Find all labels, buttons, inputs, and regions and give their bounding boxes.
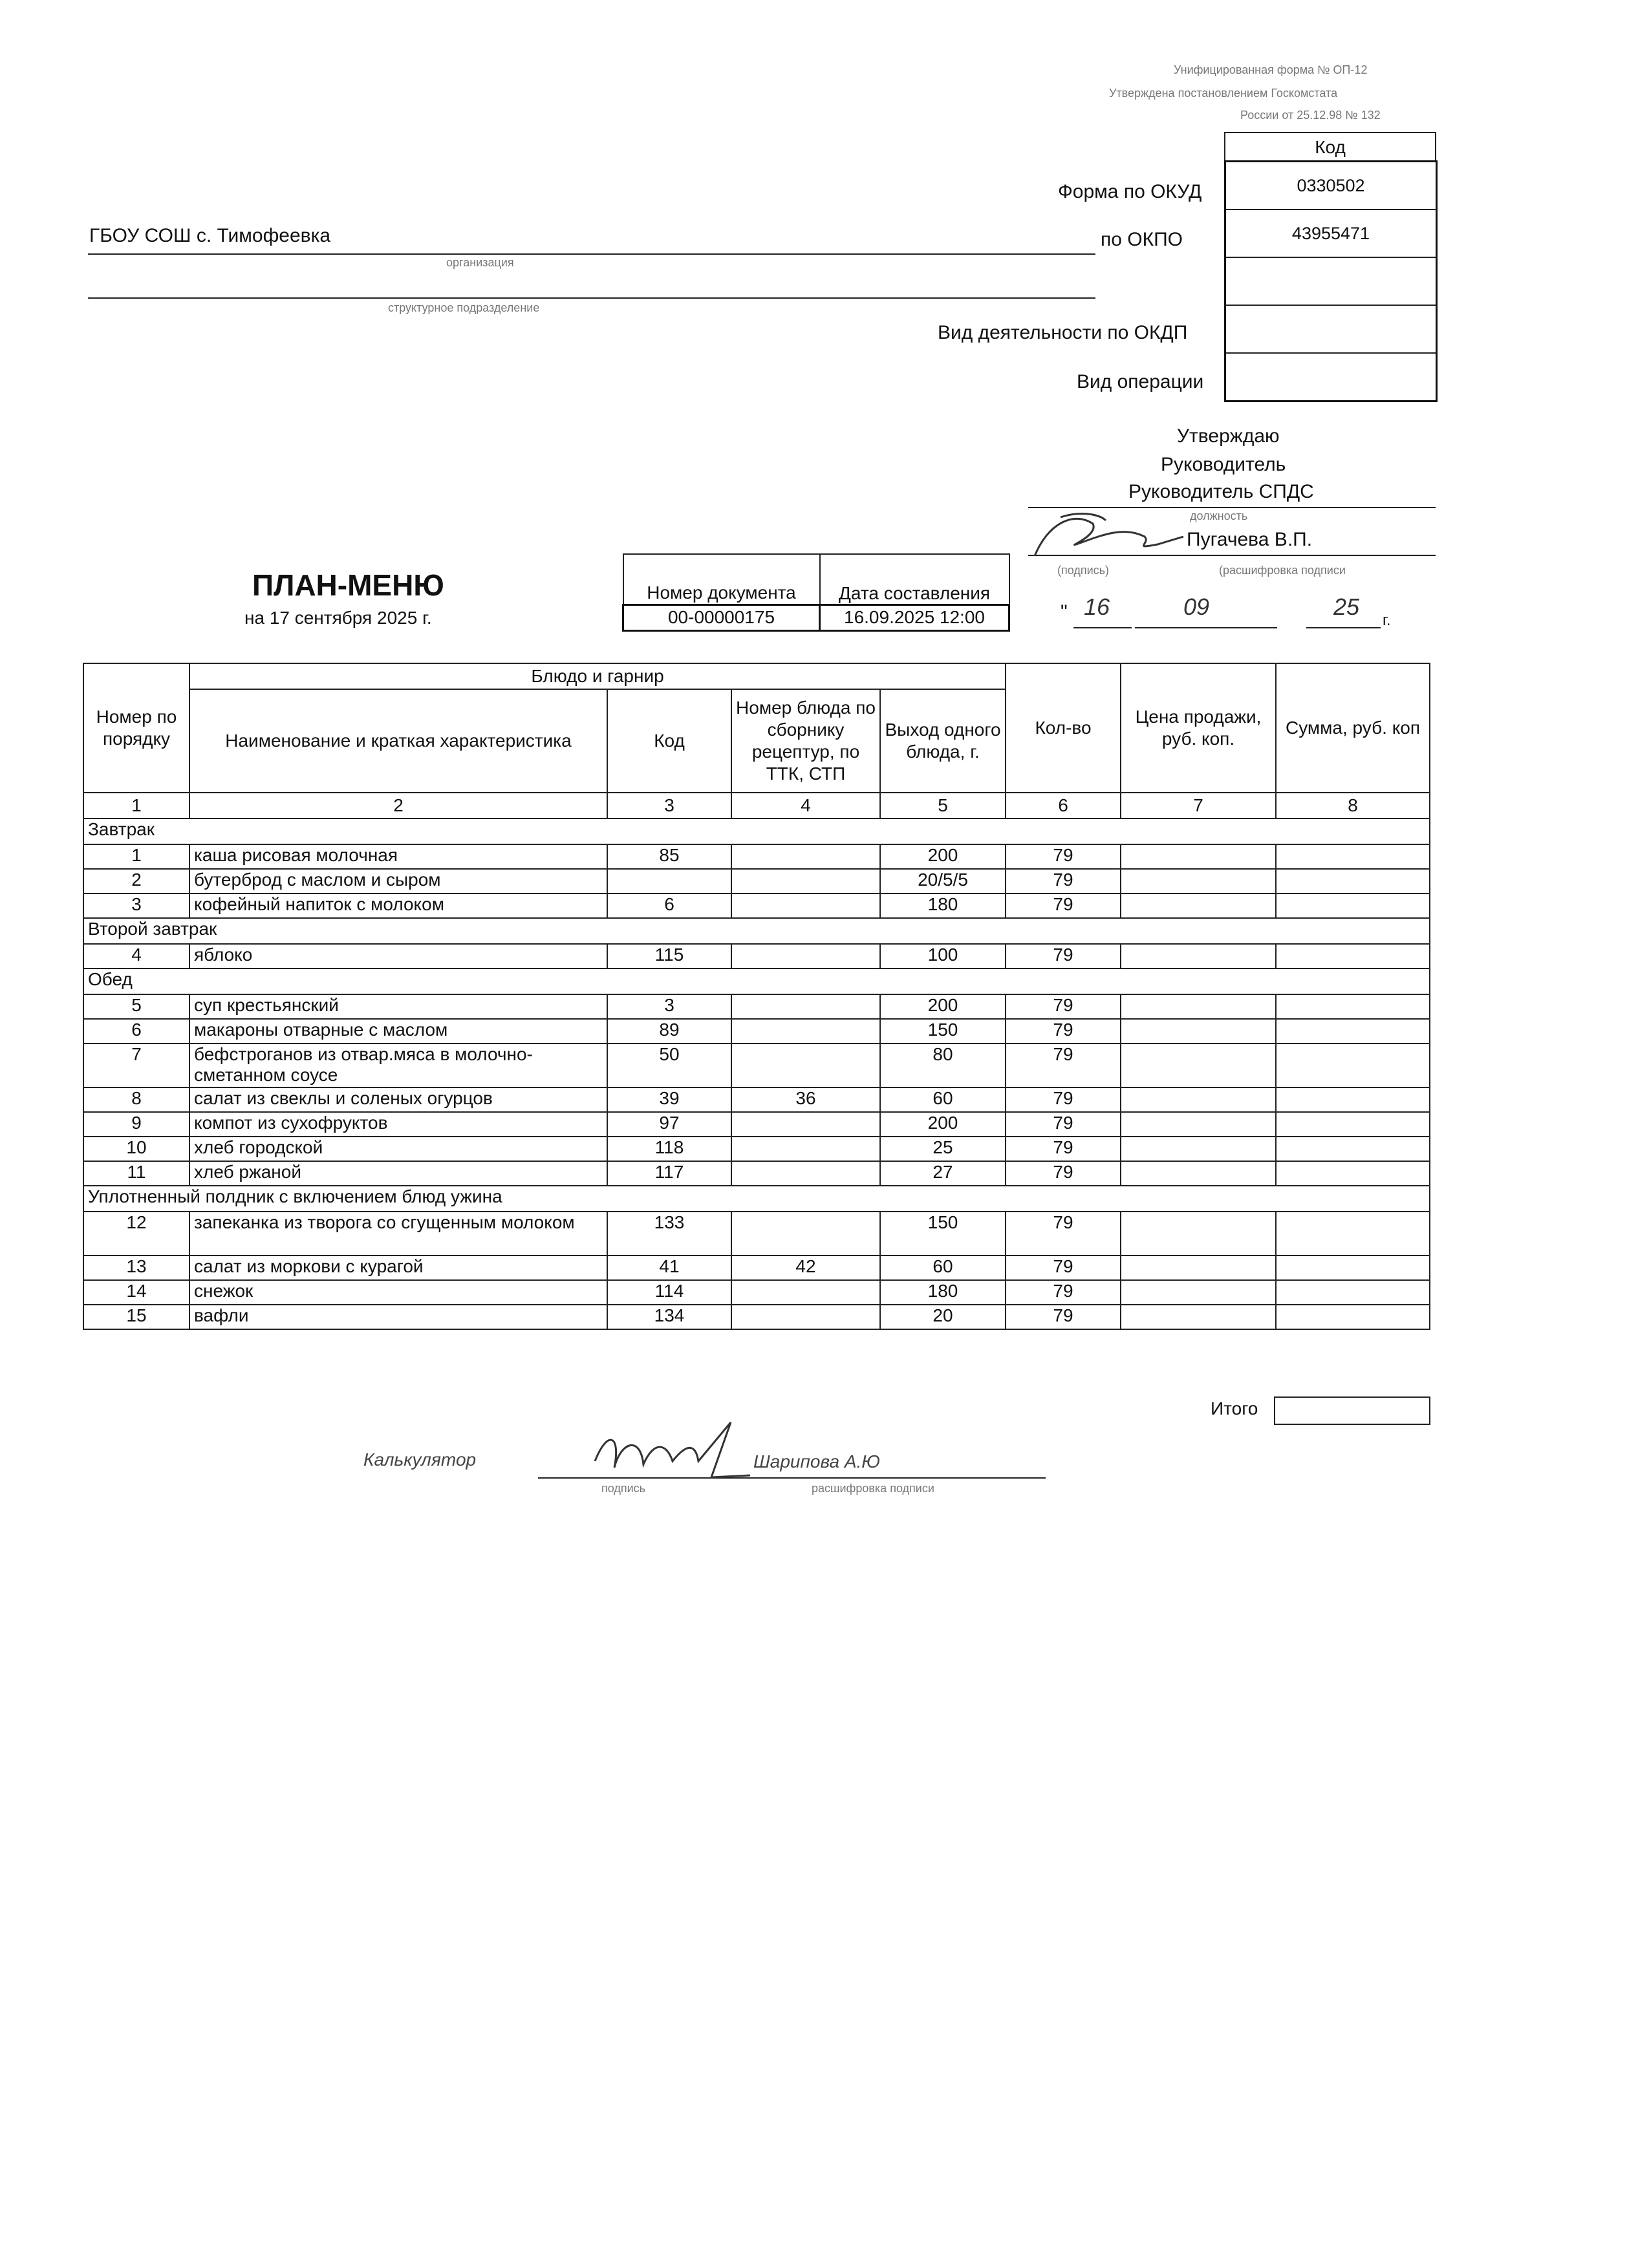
calculator-name: Шарипова А.Ю <box>753 1451 880 1471</box>
total-label: Итого <box>1211 1398 1258 1418</box>
dish-yield: 100 <box>880 944 1006 968</box>
quantity: 79 <box>1006 1305 1121 1329</box>
approver-name: Пугачева В.П. <box>1187 529 1313 550</box>
recipe-number <box>731 1043 880 1087</box>
operation-value <box>1226 354 1436 400</box>
price <box>1121 1161 1276 1186</box>
empty-code-1 <box>1226 258 1436 306</box>
dish-yield: 80 <box>880 1043 1006 1087</box>
sum <box>1276 1087 1430 1112</box>
doc-number-label: Номер документа <box>623 554 820 604</box>
dish-yield: 150 <box>880 1019 1006 1043</box>
date-year: 25 <box>1333 594 1360 620</box>
sum <box>1276 844 1430 869</box>
sum <box>1276 944 1430 968</box>
date-year-line <box>1306 627 1381 628</box>
dish-code: 118 <box>607 1137 731 1161</box>
footer-signature-caption: подпись <box>601 1482 646 1495</box>
sum <box>1276 1019 1430 1043</box>
date-month: 09 <box>1183 594 1210 620</box>
dish-yield: 60 <box>880 1256 1006 1280</box>
section-row <box>83 918 1430 944</box>
okpo-value: 43955471 <box>1226 210 1436 258</box>
price <box>1121 1112 1276 1137</box>
row-number: 7 <box>83 1043 189 1087</box>
dish-code: 39 <box>607 1087 731 1112</box>
okdp-value <box>1226 306 1436 354</box>
col-number: 2 <box>189 793 607 818</box>
total-value <box>1274 1396 1430 1425</box>
quantity: 79 <box>1006 1212 1121 1256</box>
row-number: 5 <box>83 994 189 1019</box>
page-title: ПЛАН-МЕНЮ <box>252 568 444 602</box>
sum <box>1276 1212 1430 1256</box>
recipe-number <box>731 1280 880 1305</box>
quantity: 79 <box>1006 1161 1121 1186</box>
recipe-number <box>731 994 880 1019</box>
approved-by-label: Утверждена постановлением Госкомстата <box>1109 87 1338 100</box>
col-header-6: Кол-во <box>1006 663 1121 793</box>
section-title: Завтрак <box>83 818 1430 844</box>
dish-name: снежок <box>189 1280 607 1305</box>
dish-yield: 60 <box>880 1087 1006 1112</box>
dish-yield: 27 <box>880 1161 1006 1186</box>
sum <box>1276 1305 1430 1329</box>
approve-label: Утверждаю <box>1177 425 1280 447</box>
page-subtitle: на 17 сентября 2025 г. <box>244 608 432 628</box>
row-number: 1 <box>83 844 189 869</box>
dish-name: яблоко <box>189 944 607 968</box>
col-number: 6 <box>1006 793 1121 818</box>
price <box>1121 1256 1276 1280</box>
okdp-label: Вид деятельности по ОКДП <box>938 322 1188 343</box>
col-header-8: Сумма, руб. коп <box>1276 663 1430 793</box>
subdivision-line <box>88 297 1095 299</box>
recipe-number <box>731 1161 880 1186</box>
col-number: 8 <box>1276 793 1430 818</box>
organization-caption: организация <box>446 256 514 269</box>
quantity: 79 <box>1006 869 1121 893</box>
col-number: 4 <box>731 793 880 818</box>
recipe-number <box>731 869 880 893</box>
decode-caption: (расшифровка подписи <box>1219 564 1346 577</box>
dish-code: 3 <box>607 994 731 1019</box>
section-row <box>83 818 1430 844</box>
recipe-number <box>731 893 880 918</box>
row-number: 6 <box>83 1019 189 1043</box>
quantity: 79 <box>1006 1043 1121 1087</box>
row-number: 14 <box>83 1280 189 1305</box>
col-header-4: Номер блюда по сборнику рецептур, по ТТК, СТП <box>731 689 880 793</box>
dish-name: каша рисовая молочная <box>189 844 607 869</box>
price <box>1121 1212 1276 1256</box>
table-row <box>83 1280 1430 1305</box>
sum <box>1276 1256 1430 1280</box>
date-year-suffix: г. <box>1383 612 1391 629</box>
col-number: 3 <box>607 793 731 818</box>
dish-code: 97 <box>607 1112 731 1137</box>
date-day-line <box>1073 627 1132 628</box>
price <box>1121 1043 1276 1087</box>
row-number: 3 <box>83 893 189 918</box>
dish-yield: 180 <box>880 1280 1006 1305</box>
row-number: 12 <box>83 1212 189 1256</box>
quantity: 79 <box>1006 1112 1121 1137</box>
code-header: Код <box>1224 132 1436 162</box>
price <box>1121 1305 1276 1329</box>
col-number: 1 <box>83 793 189 818</box>
dish-yield: 20 <box>880 1305 1006 1329</box>
section-row <box>83 968 1430 994</box>
quantity: 79 <box>1006 994 1121 1019</box>
recipe-number <box>731 1137 880 1161</box>
doc-info-table <box>622 553 1010 632</box>
signature-caption: (подпись) <box>1057 564 1110 577</box>
date-day: 16 <box>1084 594 1110 620</box>
col-header-7: Цена продажи, руб. коп. <box>1121 663 1276 793</box>
price <box>1121 869 1276 893</box>
approver-signature <box>1022 498 1190 569</box>
table-row <box>83 1212 1430 1256</box>
section-row <box>83 1186 1430 1212</box>
dish-code: 117 <box>607 1161 731 1186</box>
menu-table <box>83 663 1430 1330</box>
row-number: 9 <box>83 1112 189 1137</box>
organization-line <box>88 253 1095 255</box>
table-row <box>83 893 1430 918</box>
price <box>1121 1137 1276 1161</box>
col-header-5: Выход одного блюда, г. <box>880 689 1006 793</box>
col-header-3: Код <box>607 689 731 793</box>
date-quote: " <box>1061 601 1068 623</box>
section-title: Уплотненный полдник с включением блюд ужина <box>83 1186 1430 1212</box>
dish-name: хлеб городской <box>189 1137 607 1161</box>
calculator-signature <box>582 1416 763 1487</box>
recipe-number <box>731 1212 880 1256</box>
sum <box>1276 1280 1430 1305</box>
price <box>1121 1280 1276 1305</box>
dish-name: хлеб ржаной <box>189 1161 607 1186</box>
table-row <box>83 1043 1430 1087</box>
dish-code <box>607 869 731 893</box>
recipe-number <box>731 844 880 869</box>
okud-label: Форма по ОКУД <box>1058 181 1202 202</box>
table-row <box>83 1305 1430 1329</box>
dish-name: суп крестьянский <box>189 994 607 1019</box>
dish-name: кофейный напиток с молоком <box>189 893 607 918</box>
table-row <box>83 1161 1430 1186</box>
quantity: 79 <box>1006 844 1121 869</box>
date-month-line <box>1135 627 1277 628</box>
sum <box>1276 869 1430 893</box>
recipe-number <box>731 944 880 968</box>
col-header-2: Наименование и краткая характеристика <box>189 689 607 793</box>
head-label: Руководитель <box>1161 454 1286 475</box>
okpo-label: по ОКПО <box>1101 229 1183 250</box>
doc-date-value: 16.09.2025 12:00 <box>820 604 1009 630</box>
subdivision-caption: структурное подразделение <box>388 301 540 314</box>
dish-code: 85 <box>607 844 731 869</box>
dish-name: салат из моркови с курагой <box>189 1256 607 1280</box>
section-title: Обед <box>83 968 1430 994</box>
price <box>1121 1019 1276 1043</box>
calculator-label: Калькулятор <box>363 1450 477 1470</box>
recipe-number <box>731 1019 880 1043</box>
dish-name: вафли <box>189 1305 607 1329</box>
dish-name: макароны отварные с маслом <box>189 1019 607 1043</box>
doc-number-value: 00-00000175 <box>623 604 820 630</box>
row-number: 11 <box>83 1161 189 1186</box>
sum <box>1276 1112 1430 1137</box>
sum <box>1276 1043 1430 1087</box>
table-row <box>83 994 1430 1019</box>
code-box <box>1224 160 1438 402</box>
price <box>1121 1087 1276 1112</box>
dish-code: 114 <box>607 1280 731 1305</box>
organization-name: ГБОУ СОШ с. Тимофеевка <box>89 225 331 246</box>
dish-name: запеканка из творога со сгущенным молоком <box>189 1212 607 1256</box>
dish-yield: 200 <box>880 1112 1006 1137</box>
col-number: 5 <box>880 793 1006 818</box>
quantity: 79 <box>1006 1256 1121 1280</box>
unified-form-label: Унифицированная форма № ОП-12 <box>1174 63 1368 76</box>
quantity: 79 <box>1006 1137 1121 1161</box>
col-number: 7 <box>1121 793 1276 818</box>
position-caption: должность <box>1190 509 1248 522</box>
row-number: 15 <box>83 1305 189 1329</box>
price <box>1121 844 1276 869</box>
dish-yield: 200 <box>880 844 1006 869</box>
row-number: 8 <box>83 1087 189 1112</box>
okud-value: 0330502 <box>1226 162 1436 210</box>
price <box>1121 893 1276 918</box>
recipe-number: 42 <box>731 1256 880 1280</box>
dish-yield: 200 <box>880 994 1006 1019</box>
recipe-number <box>731 1112 880 1137</box>
quantity: 79 <box>1006 1019 1121 1043</box>
approved-date-label: России от 25.12.98 № 132 <box>1240 109 1381 122</box>
price <box>1121 944 1276 968</box>
dish-name: компот из сухофруктов <box>189 1112 607 1137</box>
table-row <box>83 1112 1430 1137</box>
dish-yield: 25 <box>880 1137 1006 1161</box>
table-row <box>83 1137 1430 1161</box>
recipe-number <box>731 1305 880 1329</box>
dish-code: 50 <box>607 1043 731 1087</box>
row-number: 2 <box>83 869 189 893</box>
dish-code: 41 <box>607 1256 731 1280</box>
table-row <box>83 869 1430 893</box>
footer-decode-caption: расшифровка подписи <box>812 1482 934 1495</box>
sum <box>1276 1161 1430 1186</box>
quantity: 79 <box>1006 1280 1121 1305</box>
col-header-1: Номер по порядку <box>83 663 189 793</box>
column-number-row <box>83 793 1430 818</box>
dish-name: салат из свеклы и соленых огурцов <box>189 1087 607 1112</box>
dish-code: 134 <box>607 1305 731 1329</box>
row-number: 13 <box>83 1256 189 1280</box>
quantity: 79 <box>1006 893 1121 918</box>
table-row <box>83 944 1430 968</box>
row-number: 4 <box>83 944 189 968</box>
row-number: 10 <box>83 1137 189 1161</box>
sum <box>1276 1137 1430 1161</box>
quantity: 79 <box>1006 1087 1121 1112</box>
table-row <box>83 844 1430 869</box>
table-row <box>83 1087 1430 1112</box>
doc-date-label: Дата составления <box>820 554 1009 604</box>
group-header: Блюдо и гарнир <box>189 663 1006 689</box>
table-row <box>83 1019 1430 1043</box>
dish-name: бутерброд с маслом и сыром <box>189 869 607 893</box>
sum <box>1276 893 1430 918</box>
sum <box>1276 994 1430 1019</box>
operation-label: Вид операции <box>1077 371 1204 392</box>
section-title: Второй завтрак <box>83 918 1430 944</box>
dish-name: бефстроганов из отвар.мяса в молочно-сметанном соусе <box>189 1043 607 1087</box>
dish-yield: 150 <box>880 1212 1006 1256</box>
position-value: Руководитель СПДС <box>1128 481 1314 502</box>
dish-code: 133 <box>607 1212 731 1256</box>
price <box>1121 994 1276 1019</box>
dish-code: 6 <box>607 893 731 918</box>
dish-code: 89 <box>607 1019 731 1043</box>
dish-code: 115 <box>607 944 731 968</box>
recipe-number: 36 <box>731 1087 880 1112</box>
quantity: 79 <box>1006 944 1121 968</box>
dish-yield: 180 <box>880 893 1006 918</box>
table-row <box>83 1256 1430 1280</box>
dish-yield: 20/5/5 <box>880 869 1006 893</box>
